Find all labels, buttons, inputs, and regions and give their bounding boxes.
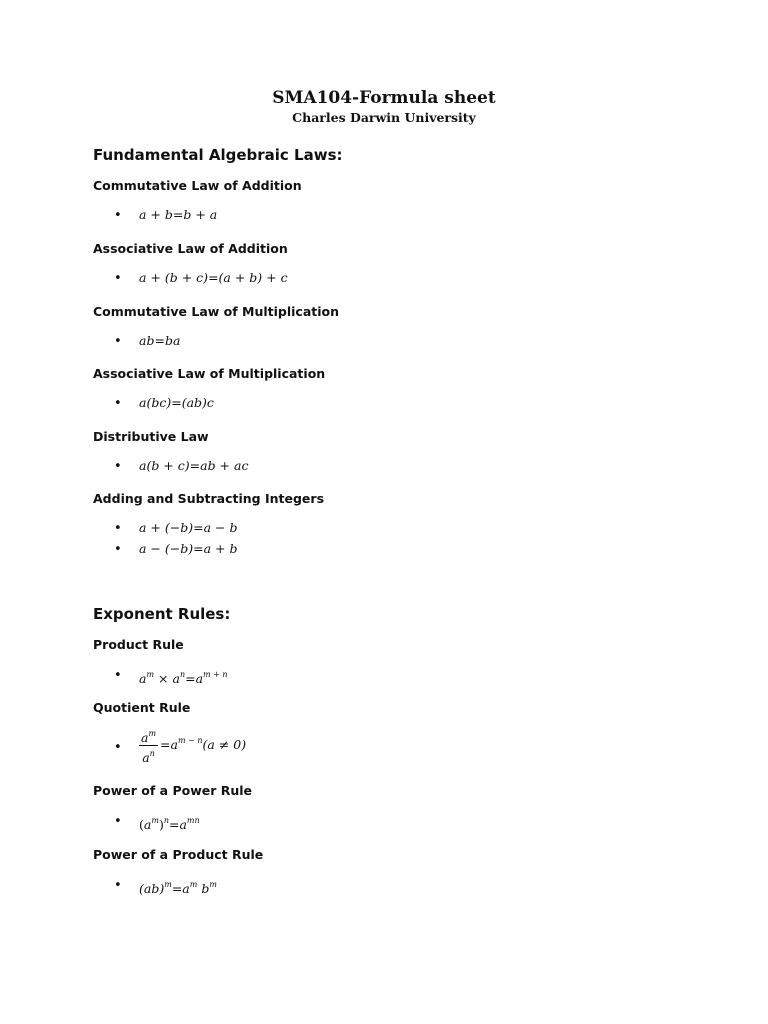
formula-power-of-product [139,877,217,897]
document-subtitle: Charles Darwin University [292,110,476,125]
exponent: m + n [203,670,228,679]
base: a [141,730,149,745]
base: a [139,671,147,686]
bullet-icon [114,818,122,826]
base: a [142,750,150,765]
rule-heading-quotient: Quotient Rule [93,700,191,715]
rule-heading-power-of-product: Power of a Product Rule [93,847,264,862]
equals-sign: = [168,817,180,832]
bullet-icon [114,744,122,752]
bullet-icon [114,212,122,220]
equals-sign: = [193,520,204,535]
bullet-icon [114,338,122,346]
base: a [170,737,178,752]
formula-quotient-rule [139,726,246,765]
times-sign: × [158,671,169,686]
exponent: m [189,880,198,889]
base: a [179,817,187,832]
equals-sign: = [189,458,201,473]
equals-sign: = [208,270,219,285]
exponent: n [149,749,155,758]
bullet-icon [114,463,122,471]
exponent: n [163,816,169,825]
rule-heading-power-of-power: Power of a Power Rule [93,783,253,798]
equals-sign: = [171,881,183,896]
exponent: m [164,880,172,889]
formula-lhs: a(bc) [139,395,172,410]
bullet-icon [114,400,122,408]
open-paren: ( [139,817,144,832]
bullet-icon [114,882,122,890]
exponent: m [148,729,157,738]
rule-heading-associative-multiplication: Associative Law of Multiplication [93,366,326,381]
base: a [143,817,152,832]
rule-heading-associative-addition: Associative Law of Addition [93,241,288,256]
formula-distributive [139,458,248,474]
bullet-icon [114,275,122,283]
base: a [195,671,204,686]
formula-associative-multiplication [139,395,214,411]
formula-commutative-addition [139,207,217,223]
base: b [201,881,210,896]
condition: (a ≠ 0) [202,737,247,752]
base: a [172,671,180,686]
exponent: mn [186,816,200,825]
exponent: m [146,670,155,679]
equals-sign: = [171,395,182,410]
equals-sign: = [185,671,196,686]
formula-lhs: a(b + c) [139,458,190,473]
base: (ab) [139,881,165,896]
rule-heading-distributive: Distributive Law [93,429,209,444]
formula-rhs: ab + ac [200,458,249,473]
formula-lhs: a + (−b) [139,520,194,535]
rule-heading-product: Product Rule [93,637,184,652]
equals-sign: = [160,737,171,752]
formula-integers-add [139,520,237,536]
document-title: SMA104-Formula sheet [272,88,496,108]
close-paren: ) [158,817,164,832]
equals-sign: = [154,333,165,348]
formula-rhs: a − b [203,520,238,535]
formula-rhs: (a + b) + c [218,270,288,285]
formula-associative-addition [139,270,288,286]
formula-lhs: a + (b + c) [139,270,209,285]
formula-lhs: a − (−b) [139,541,194,556]
exponent: m [209,880,217,889]
rule-heading-commutative-addition: Commutative Law of Addition [93,178,302,193]
equals-sign: = [172,207,184,222]
rule-heading-integers: Adding and Subtracting Integers [93,491,325,506]
formula-commutative-multiplication [139,333,180,349]
bullet-icon [114,546,122,554]
formula-rhs: ba [164,333,181,348]
formula-lhs: a + b [139,207,173,222]
exponent: n [179,670,186,679]
formula-lhs: ab [139,333,155,348]
formula-rhs: (ab)c [181,395,214,410]
fraction-denominator [139,746,158,765]
bullet-icon [114,672,122,680]
section-heading-exponent-rules: Exponent Rules: [93,605,231,623]
fraction [139,726,158,765]
fraction-numerator [139,726,158,746]
equals-sign: = [193,541,204,556]
base: a [182,881,190,896]
section-heading-algebraic-laws: Fundamental Algebraic Laws: [93,146,343,164]
formula-power-of-power [139,813,200,833]
exponent: m − n [177,736,203,745]
formula-product-rule [139,667,228,687]
formula-integers-subtract [139,541,237,557]
exponent: m [151,816,159,825]
rule-heading-commutative-multiplication: Commutative Law of Multiplication [93,304,340,319]
bullet-icon [114,525,122,533]
formula-rhs: b + a [183,207,218,222]
formula-rhs: a + b [203,541,238,556]
